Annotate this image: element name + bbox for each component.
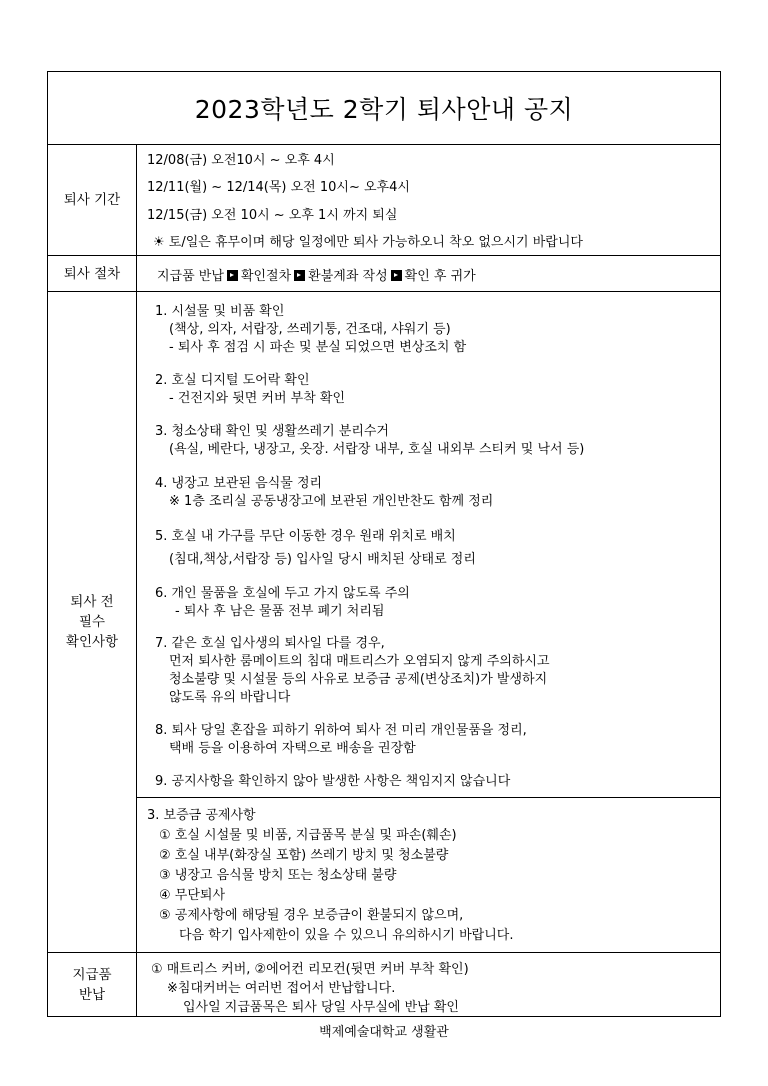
- checklist-sub: (책상, 의자, 서랍장, 쓰레기통, 건조대, 샤워기 등): [169, 322, 451, 337]
- page-title: 2023학년도 2학기 퇴사안내 공지: [194, 95, 574, 124]
- deposit-item: ② 호실 내부(화장실 포함) 쓰레기 방치 및 청소불량: [159, 848, 449, 863]
- checklist-sub: - 건전지와 뒷면 커버 부착 확인: [169, 391, 346, 406]
- checklist-sub: 먼저 퇴사한 룸메이트의 침대 매트리스가 오염되지 않게 주의하시고: [169, 654, 550, 669]
- return-line: 입사일 지급품목은 퇴사 당일 사무실에 반납 확인: [183, 1000, 459, 1015]
- checklist-sub: (침대,책상,서랍장 등) 입사일 당시 배치된 상태로 정리: [169, 552, 476, 567]
- arrow-box-icon: [391, 270, 402, 281]
- checklist-sub: - 퇴사 후 점검 시 파손 및 분실 되었으면 변상조치 함: [169, 340, 467, 355]
- return-label-line: 지급품: [72, 967, 112, 983]
- procedure-row: [48, 256, 720, 292]
- deposit-content: [137, 798, 720, 952]
- procedure-step: 확인절차: [240, 269, 292, 284]
- checklist-label-line: 확인사항: [65, 634, 119, 650]
- period-label: 퇴사 기간: [48, 144, 137, 255]
- checklist-sub: 택배 등을 이용하여 자택으로 배송을 권장함: [169, 741, 416, 756]
- return-note: ※침대커버는 여러번 접어서 반납합니다.: [167, 981, 396, 996]
- arrow-box-icon: [294, 270, 305, 281]
- checklist-sub: 청소불량 및 시설물 등의 사유로 보증금 공제(변상조치)가 발생하지: [169, 672, 548, 687]
- deposit-sub: 다음 학기 입사제한이 있을 수 있으니 유의하시기 바랍니다.: [179, 928, 514, 943]
- period-line: 12/08(금) 오전10시 ~ 오후 4시: [147, 153, 335, 168]
- checklist-item: 5. 호실 내 가구를 무단 이동한 경우 원래 위치로 배치: [155, 529, 456, 544]
- checklist-item: 6. 개인 물품을 호실에 두고 가지 않도록 주의: [155, 586, 410, 601]
- procedure-step: 확인 후 귀가: [404, 269, 476, 284]
- title-row: [48, 72, 720, 145]
- period-note: ☀ 토/일은 휴무이며 해당 일정에만 퇴사 가능하오니 착오 없으시기 바랍니다: [153, 235, 583, 250]
- procedure-step: 지급품 반납: [157, 269, 224, 284]
- procedure-steps: [157, 265, 476, 284]
- period-row: [48, 144, 720, 256]
- return-label: [48, 953, 137, 1017]
- checklist-item: 1. 시설물 및 비품 확인: [155, 304, 285, 319]
- period-content: [137, 144, 720, 255]
- deposit-item: ④ 무단퇴사: [159, 888, 226, 903]
- arrow-box-icon: [227, 270, 238, 281]
- return-label-line: 반납: [78, 987, 106, 1003]
- checklist-sub: - 퇴사 후 남은 물품 전부 폐기 처리됨: [175, 604, 385, 619]
- checklist-sub: 않도록 유의 바랍니다: [169, 690, 291, 705]
- checklist-sub: ※ 1층 조리실 공동냉장고에 보관된 개인반찬도 함께 정리: [169, 494, 494, 509]
- period-line: 12/11(월) ~ 12/14(목) 오전 10시~ 오후4시: [147, 180, 410, 195]
- period-line: 12/15(금) 오전 10시 ~ 오후 1시 까지 퇴실: [147, 208, 398, 223]
- checklist-sub: (욕실, 베란다, 냉장고, 옷장. 서랍장 내부, 호실 내외부 스티커 및 낙서 등): [169, 442, 585, 457]
- deposit-item: ⑤ 공제사항에 해당될 경우 보증금이 환불되지 않으며,: [159, 908, 464, 923]
- return-line: ① 매트리스 커버, ②에어컨 리모컨(뒷면 커버 부착 확인): [151, 962, 469, 977]
- checklist-item: 8. 퇴사 당일 혼잡을 피하기 위하여 퇴사 전 미리 개인물품을 정리,: [155, 723, 527, 738]
- checklist-label-line: 필수: [78, 614, 106, 630]
- checklist-item: 7. 같은 호실 입사생의 퇴사일 다를 경우,: [155, 636, 385, 651]
- return-row: [48, 953, 720, 1017]
- checklist-item: 9. 공지사항을 확인하지 않아 발생한 사항은 책임지지 않습니다: [155, 774, 511, 789]
- checklist-row: [48, 292, 720, 953]
- notice-document: [47, 71, 721, 1017]
- deposit-item: ③ 냉장고 음식물 방치 또는 청소상태 불량: [159, 868, 397, 883]
- return-content: [137, 953, 720, 1017]
- checklist-label-line: 퇴사 전: [70, 594, 114, 610]
- procedure-label: 퇴사 절차: [48, 256, 137, 291]
- procedure-step: 환불계좌 작성: [308, 269, 388, 284]
- footer-org: 백제예술대학교 생활관: [319, 1025, 449, 1040]
- deposit-item: ① 호실 시설물 및 비품, 지급품목 분실 및 파손(훼손): [159, 828, 457, 843]
- deposit-heading: 3. 보증금 공제사항: [147, 808, 256, 823]
- procedure-content: [137, 256, 720, 291]
- checklist-item: 3. 청소상태 확인 및 생활쓰레기 분리수거: [155, 424, 389, 439]
- checklist-label: [48, 292, 137, 952]
- checklist-item: 4. 냉장고 보관된 음식물 정리: [155, 476, 323, 491]
- checklist-item: 2. 호실 디지털 도어락 확인: [155, 373, 310, 388]
